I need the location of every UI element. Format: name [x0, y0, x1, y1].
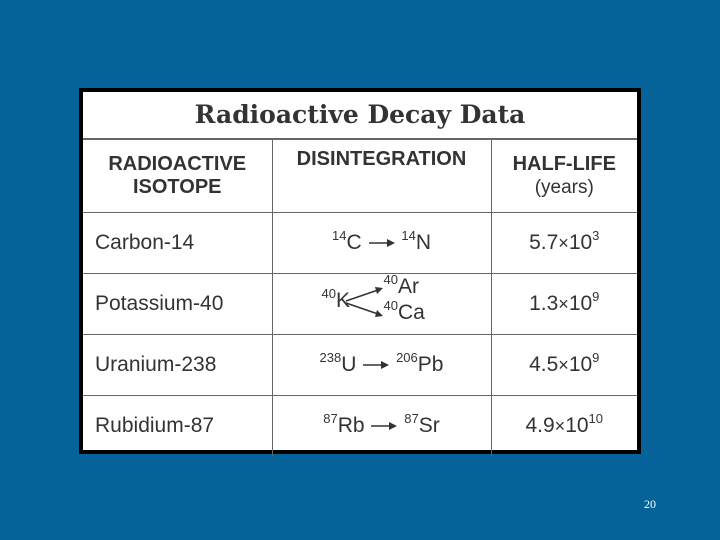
header-half-life [491, 140, 637, 213]
daughter-symbol: N [415, 231, 431, 254]
disintegration-cell [272, 396, 491, 457]
half-life-exponent: 9 [592, 289, 600, 304]
half-life-base: 10 [568, 231, 593, 254]
isotope-cell: Rubidium-87 [83, 396, 272, 457]
disintegration-cell [272, 335, 491, 396]
half-life-cell [491, 335, 637, 396]
daughter-symbol: Pb [417, 353, 444, 376]
parent-symbol: Rb [337, 414, 365, 437]
decay-data-table [83, 140, 637, 456]
half-life-cell [491, 274, 637, 335]
header-row [83, 140, 637, 213]
half-life-coefficient: 4.5 [529, 353, 559, 376]
half-life-exponent: 10 [588, 411, 604, 426]
daughter-symbol: Sr [418, 414, 440, 437]
parent-mass: 14 [332, 228, 347, 243]
header-half-life-line1: HALF-LIFE [512, 153, 616, 175]
parent-mass: 87 [323, 411, 338, 426]
table-title: Radioactive Decay Data [83, 92, 637, 140]
header-half-life-unit: (years) [534, 177, 594, 198]
half-life-coefficient: 5.7 [529, 231, 559, 254]
half-life-base: 10 [565, 414, 589, 437]
disintegration-cell [272, 213, 491, 274]
half-life-cell [491, 396, 637, 457]
right-arrow-icon [369, 238, 395, 248]
half-life-cell [491, 213, 637, 274]
right-arrow-icon [371, 421, 397, 431]
decay-table-panel [83, 92, 637, 450]
isotope-cell: Carbon-14 [83, 213, 272, 274]
table-row [83, 274, 637, 335]
daughter-symbol: Ca [397, 301, 425, 324]
table-row [83, 335, 637, 396]
half-life-exponent: 3 [592, 228, 600, 243]
header-disintegration: DISINTEGRATION [272, 140, 491, 213]
header-isotope-line2: ISOTOPE [132, 176, 222, 198]
parent-mass: 40 [321, 286, 336, 301]
table-row [83, 213, 637, 274]
parent-mass: 238 [319, 350, 342, 365]
header-isotope-line1: RADIOACTIVE [108, 153, 247, 175]
branching-decay [321, 272, 442, 327]
daughter-mass: 87 [404, 411, 419, 426]
times-sign: × [558, 294, 569, 314]
times-sign: × [558, 355, 569, 375]
daughter-mass: 206 [396, 350, 418, 365]
parent-symbol: U [341, 353, 357, 376]
page-number: 20 [644, 497, 656, 511]
parent-symbol: K [335, 289, 350, 312]
times-sign: × [558, 233, 569, 253]
daughter-mass: 14 [401, 228, 416, 243]
isotope-cell: Uranium-238 [83, 335, 272, 396]
disintegration-cell [272, 274, 491, 335]
table-row [83, 396, 637, 457]
decay-table-frame [79, 88, 641, 454]
half-life-exponent: 9 [592, 350, 600, 365]
half-life-base: 10 [568, 353, 593, 376]
daughter-mass: 40 [383, 298, 398, 313]
times-sign: × [554, 416, 566, 436]
daughter-symbol: Ar [397, 275, 419, 298]
half-life-coefficient: 1.3 [529, 292, 559, 315]
parent-symbol: C [346, 231, 362, 254]
isotope-cell: Potassium-40 [83, 274, 272, 335]
daughter-mass: 40 [383, 272, 398, 287]
branch-arrows-icon [344, 281, 384, 321]
right-arrow-icon [363, 360, 389, 370]
half-life-coefficient: 4.9 [525, 414, 555, 437]
header-isotope [83, 140, 272, 213]
half-life-base: 10 [568, 292, 593, 315]
